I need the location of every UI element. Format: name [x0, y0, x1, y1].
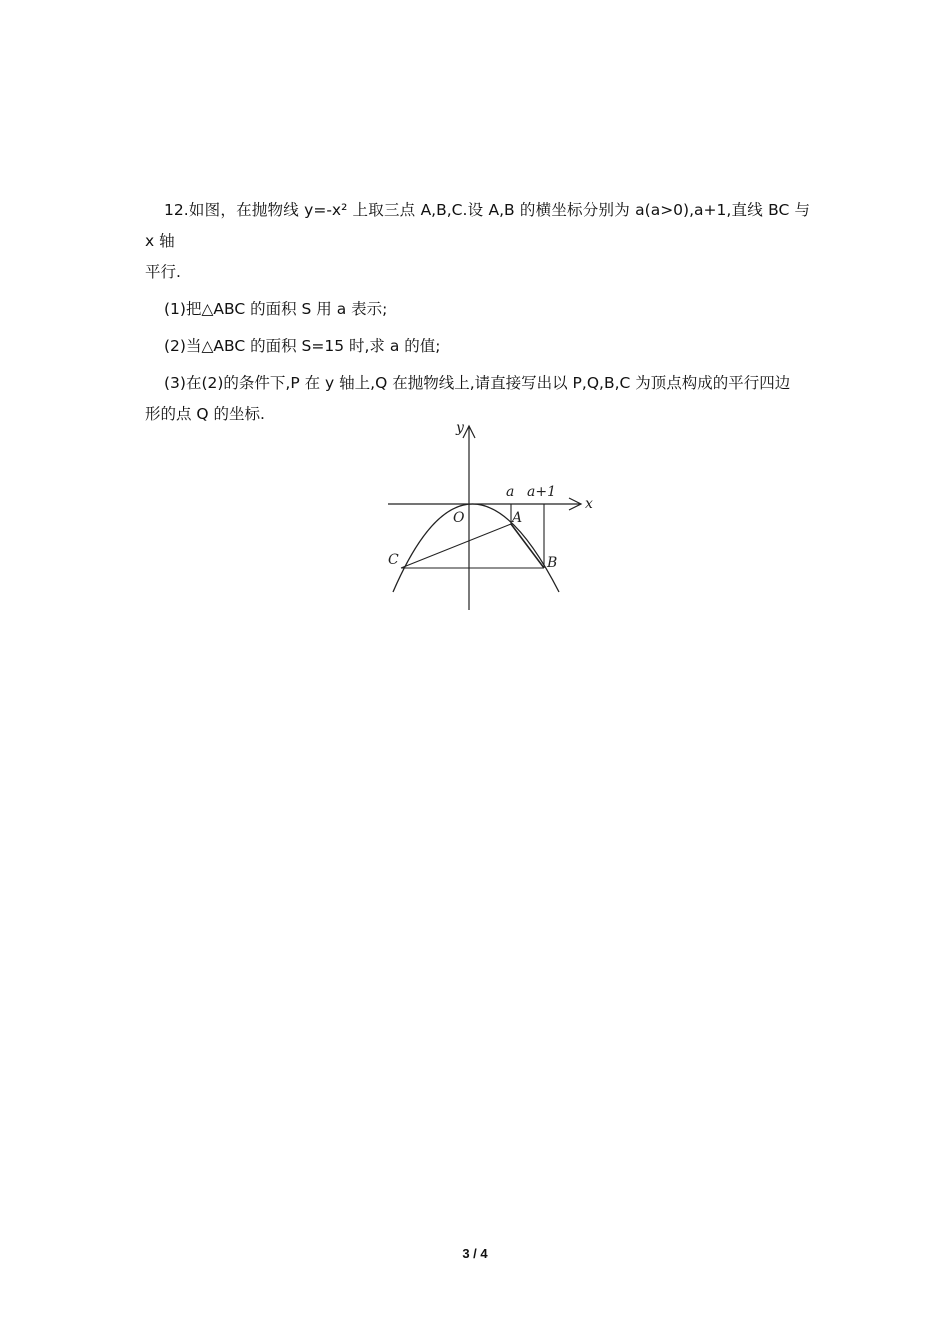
point-B-label: B — [547, 555, 558, 571]
y-axis-label: y — [456, 420, 464, 436]
problem-part3-line2: 形的点 Q 的坐标. — [145, 405, 265, 423]
origin-label: O — [453, 510, 465, 526]
problem-part2: (2)当△ABC 的面积 S=15 时,求 a 的值; — [164, 337, 441, 355]
parabola-curve — [393, 504, 559, 592]
x-axis-label: x — [585, 496, 593, 512]
problem-part3-line1: (3)在(2)的条件下,P 在 y 轴上,Q 在抛物线上,请直接写出以 P,Q,B,C 为顶点构成的平行四边 — [164, 374, 791, 392]
parabola-figure — [385, 418, 600, 613]
problem-stem-line2: 平行. — [145, 263, 181, 281]
segment-AB — [511, 524, 544, 568]
problem-stem-line1: 12.如图，在抛物线 y=-x² 上取三点 A,B,C.设 A,B 的横坐标分别为 a(a>0),a+1,直线 BC 与 x 轴 — [145, 201, 810, 250]
problem-part1: (1)把△ABC 的面积 S 用 a 表示; — [164, 300, 388, 318]
parabola-diagram — [385, 418, 600, 613]
page-number: 3 / 4 — [462, 1246, 488, 1261]
tick-label-a: a — [506, 484, 515, 500]
tick-label-a-plus-1: a+1 — [527, 484, 556, 500]
point-C-label: C — [388, 552, 399, 568]
point-A-label: A — [512, 510, 523, 526]
problem-12 — [145, 195, 810, 430]
